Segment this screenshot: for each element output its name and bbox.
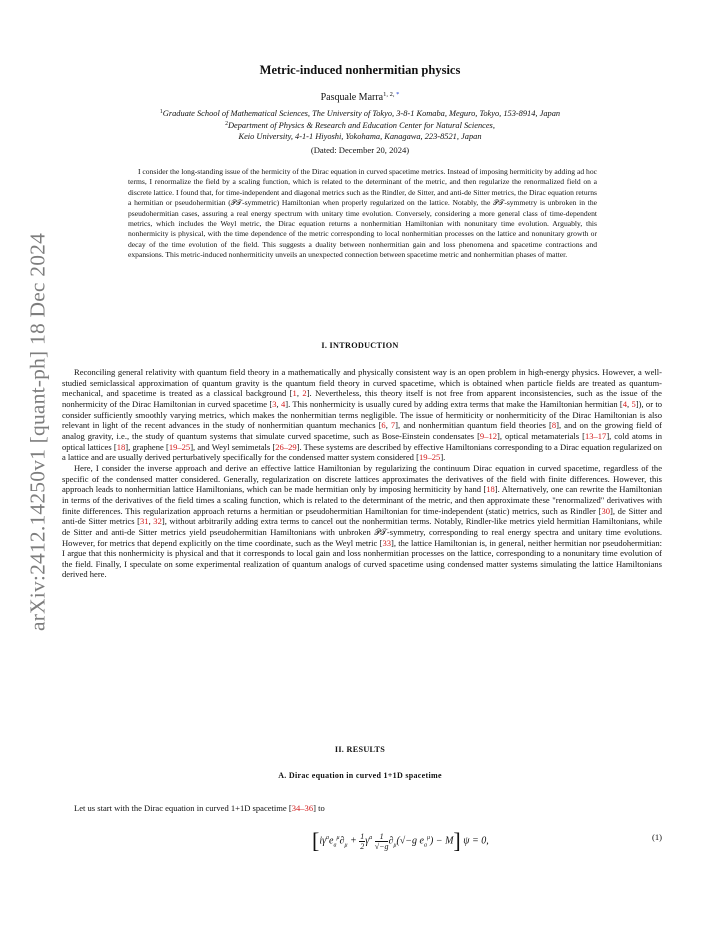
equation-body: [$i\gamma^ae_a^\mu\partial_\mu$ + $\frac{1}{2}$ $\gamma^a$ $\frac{1}{√-g}$ $\partial_\mu(√-g$ $e_a^\mu) - M$] ψ = 0, (312, 828, 489, 853)
section-heading-results: II. RESULTS (334, 745, 386, 754)
introduction-body (62, 367, 662, 580)
paragraph: Reconciling general relativity with quantum field theory in a mathematically and physically consistent way is an open problem in high-energy physics. However, a well-studied semiclassical approximation of quantum gravity is the quantum field theory in curved spacetime, which is obtained when particle fields are treated as quantum-mechanical, and spacetime is treated as a classical background [1, 2]. Nevertheless, this theory itself is not free from apparent inconsistencies, such as the issue of the nonhermicity of the Dirac Hamiltonian in curved spacetime [3, 4]. This nonhermicity is usually cured by adding extra terms that make the Hamiltonian hermitian [4, 5]), or to consider sufficiently smoothly varying metrics, which makes the nonhermitian terms negligible. The issue of hermiticity or nonhermiticity of the Dirac Hamiltonian is also relevant in light of the recent advances in the study of nonhermitian quantum mechanics [6, 7], and nonhermitian quantum field theories [8], and on the growing field of analog gravity, i.e., the study of quantum systems that simulate curved spacetime, such as Bose-Einstein condensates [9–12], optical metamaterials [13–17], cold atoms in optical lattices [18], graphene [19–25], and Weyl semimetals [26–29]. These systems are described by effective Hamiltonians corresponding to a Dirac equation regularized on a lattice and are usually derived perturbatively specifically for the condensed matter system considered [19–25]. (62, 367, 662, 463)
citation-link[interactable]: 6 (381, 420, 386, 431)
paragraph: Let us start with the Dirac equation in curved 1+1D spacetime [34–36] to (74, 803, 325, 813)
citation-link[interactable]: 26–29 (275, 441, 297, 452)
citation-link[interactable]: 31 (140, 516, 149, 527)
citation-link[interactable]: 19–25 (168, 441, 191, 452)
citation-link[interactable]: 18 (486, 484, 495, 495)
results-lead (62, 803, 442, 814)
abstract: I consider the long-standing issue of the hermicity of the Dirac equation in curved spacetime metrics. Instead of imposing hermiticity by adding ad hoc terms, I renormalize the field by a scaling function, which is related to the determinant of the metric, and then regularize the renormalized field on a discrete lattice. I found that, for time-independent and diagonal metrics such as the Rindler, de Sitter, and anti-de Sitter metrics, the Dirac equation returns a hermitian or pseudohermitian (𝒫𝒯-symmetric) Hamiltonian when properly regularized on the lattice. Notably, the 𝒫𝒯-symmetry is unbroken in the pseudohermitian cases, assuring a real energy spectrum with unitary time evolution. Conversely, considering a more general class of time-dependent metrics, which includes the Weyl metric, the Dirac equation returns a nonhermitian Hamiltonian with nonunitary time evolution. Arguably, this nonhermicity is physical, with the time dependence of the metric corresponding to local nonhermitian processes on the lattice and nonunitary growth or decay of the time evolution of the field. This suggests a duality between nonhermitian gain and loss phenomena and spacetime contractions and expansions. This metric-induced nonhermiticity unveils an unexpected connection between spacetime metric and nonhermitian phases of matter. (128, 167, 597, 260)
citation-link[interactable]: 9–12 (479, 430, 498, 441)
citation-link[interactable]: 19–25 (418, 452, 441, 463)
citation-link[interactable]: 8 (551, 420, 557, 431)
arxiv-identifier (18, 232, 58, 632)
citation-link[interactable]: 3 (272, 398, 277, 409)
citation-link[interactable]: 34–36 (291, 803, 314, 813)
affiliation-2-line2: Keio University, 4-1-1 Hiyoshi, Yokohama, Kanagawa, 223-8521, Japan (238, 132, 482, 141)
date-line: (Dated: December 20, 2024) (310, 145, 410, 155)
arxiv-identifier-text: arXiv:2412.14250v1 [quant-ph] 18 Dec 2024 (25, 232, 50, 632)
citation-link[interactable]: 7 (390, 420, 396, 431)
citation-link[interactable]: 4 (280, 398, 286, 409)
section-heading-introduction: I. INTRODUCTION (321, 341, 399, 350)
citation-link[interactable]: 1 (292, 388, 297, 399)
paragraph: Here, I consider the inverse approach and derive an effective lattice Hamiltonian by regularizing the continuum Dirac equation in curved spacetime, regardless of the specific of the condensed matter considered. Generally, regularization on discrete lattices approximates the derivatives of the field with finite differences. However, this approach leads to nonhermitian lattice Hamiltonians, which can be made hermitian only by imposing hermiticity by hand [18]. Alternatively, one can rewrite the Hamiltonian in terms of the derivatives of the field times a scaling function, which is related to the determinant of the metric, and then approximate these "renormalized" derivatives with finite differences. This regularization approach returns a hermitian or pseudohermitian Hamiltonian for time-independent (static) metrics, such as Rindler [30], de Sitter and anti-de Sitter metrics [31, 32], without arbitrarily adding extra terms to cancel out the nonhermitian terms. Notably, Rindler-like metrics yield hermitian Hamiltonians, while de Sitter and anti-de Sitter metrics yield pseudohermitian Hamiltonians with unbroken 𝒫𝒯-symmetry, corresponding to real energy spectra and unitary time evolutions. However, for metrics that depend explicitly on the time coordinate, such as the Weyl metric [33], the lattice Hamiltonian is, in general, neither hermitian nor pseudohermitian: I argue that this nonhermicity is physical and that it corresponds to local gain and loss nonhermitian processes on the lattice, corresponding to a nonunitary time evolution of the field. Finally, I speculate on some experimental realization of quantum analogs of curved spacetime using condensed matter systems simulating the lattice Hamiltonians derived here. (62, 462, 662, 580)
citation-link[interactable]: 2 (302, 388, 307, 399)
citation-link[interactable]: 13–17 (584, 430, 607, 441)
subsection-heading-dirac: A. Dirac equation in curved 1+1D spacetime (278, 771, 442, 780)
affiliations (0, 107, 720, 142)
citation-link[interactable]: 18 (116, 441, 126, 452)
paper-title: Metric-induced nonhermitian physics (259, 63, 461, 77)
author-name: Pasquale Marra (320, 92, 384, 103)
citation-link[interactable]: 30 (601, 505, 610, 516)
citation-link[interactable]: 5 (631, 398, 636, 409)
equation-1 (62, 822, 662, 858)
equation-number: (1) (651, 832, 662, 842)
citation-link[interactable]: 33 (382, 537, 391, 548)
citation-link[interactable]: 4 (622, 398, 628, 409)
corresponding-author-link[interactable]: * (396, 91, 400, 98)
affiliation-2: $^2$Department of Physics & Research and Education Center for Natural Sciences, (225, 121, 495, 130)
author-line (0, 91, 720, 103)
affiliation-1: $^1$Graduate School of Mathematical Sciences, The University of Tokyo, 3-8-1 Komaba, Meguro, Tokyo, 153-8914, Japan (159, 109, 561, 118)
citation-link[interactable]: 32 (153, 516, 162, 527)
author-affiliation-marks: 1, 2, * (383, 91, 400, 98)
